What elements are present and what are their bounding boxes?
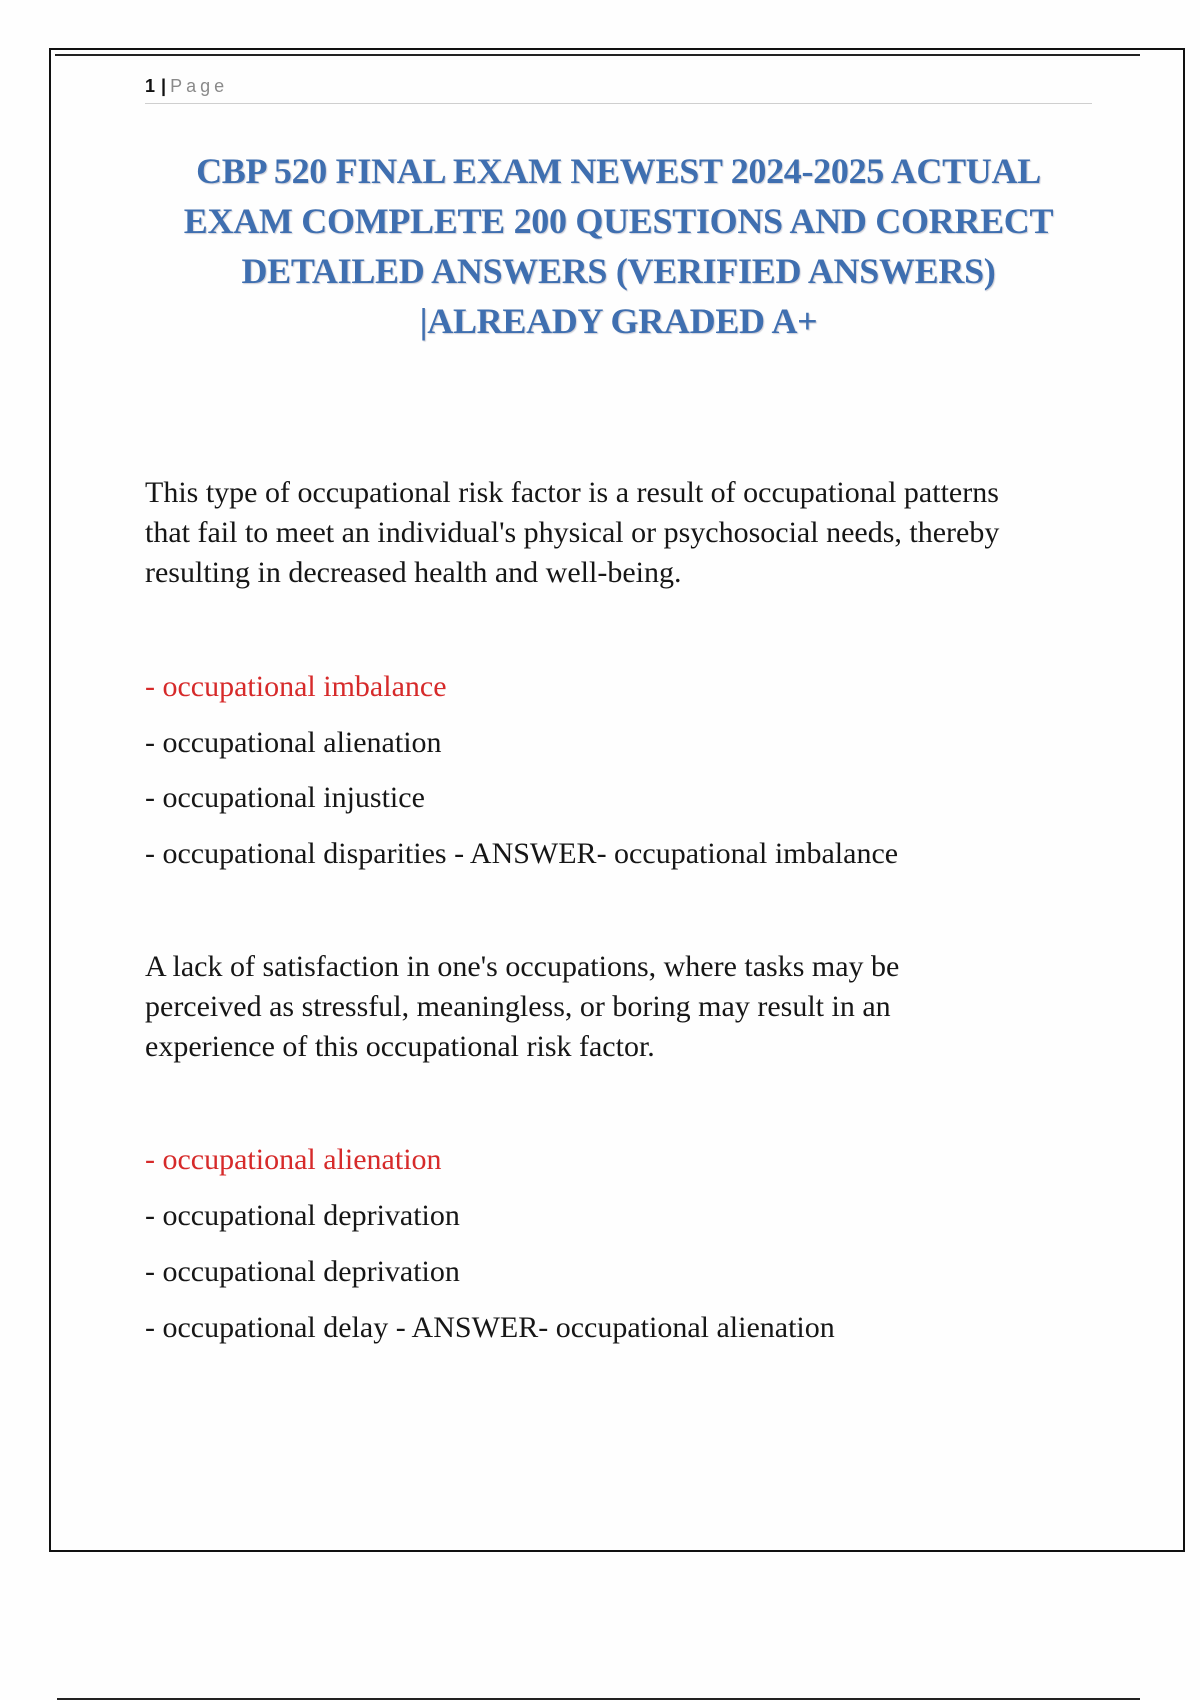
question-1-option: - occupational injustice <box>145 781 425 814</box>
question-2-text <box>145 947 1105 1067</box>
top-rule <box>55 54 1140 56</box>
page-header <box>145 74 1092 104</box>
title-line: CBP 520 FINAL EXAM NEWEST 2024-2025 ACTUAL <box>196 151 1041 191</box>
document-title <box>140 146 1097 346</box>
title-line: DETAILED ANSWERS (VERIFIED ANSWERS) <box>241 251 996 291</box>
title-line: |ALREADY GRADED A+ <box>419 301 818 341</box>
page-number: 1 <box>145 76 156 96</box>
question-2-option-correct: - occupational alienation <box>145 1143 442 1176</box>
question-line: resulting in decreased health and well-being. <box>145 556 682 589</box>
question-2-option: - occupational deprivation <box>145 1255 460 1288</box>
title-line: EXAM COMPLETE 200 QUESTIONS AND CORRECT <box>183 201 1054 241</box>
question-1-option-correct: - occupational imbalance <box>145 670 447 703</box>
question-1-text <box>145 473 1105 593</box>
question-2-option: - occupational deprivation <box>145 1199 460 1232</box>
question-2-option-answer: - occupational delay - ANSWER- occupational alienation <box>145 1311 835 1344</box>
question-line: that fail to meet an individual's physical or psychosocial needs, thereby <box>145 516 1000 549</box>
question-1-option-answer: - occupational disparities - ANSWER- occupational imbalance <box>145 837 899 870</box>
question-line: experience of this occupational risk factor. <box>145 1030 655 1063</box>
header-separator: | <box>161 76 167 96</box>
question-1-option: - occupational alienation <box>145 726 442 759</box>
page-label: Page <box>170 76 229 96</box>
question-line: A lack of satisfaction in one's occupations, where tasks may be <box>145 950 900 983</box>
question-line: perceived as stressful, meaningless, or boring may result in an <box>145 990 891 1023</box>
question-line: This type of occupational risk factor is a result of occupational patterns <box>145 476 999 509</box>
